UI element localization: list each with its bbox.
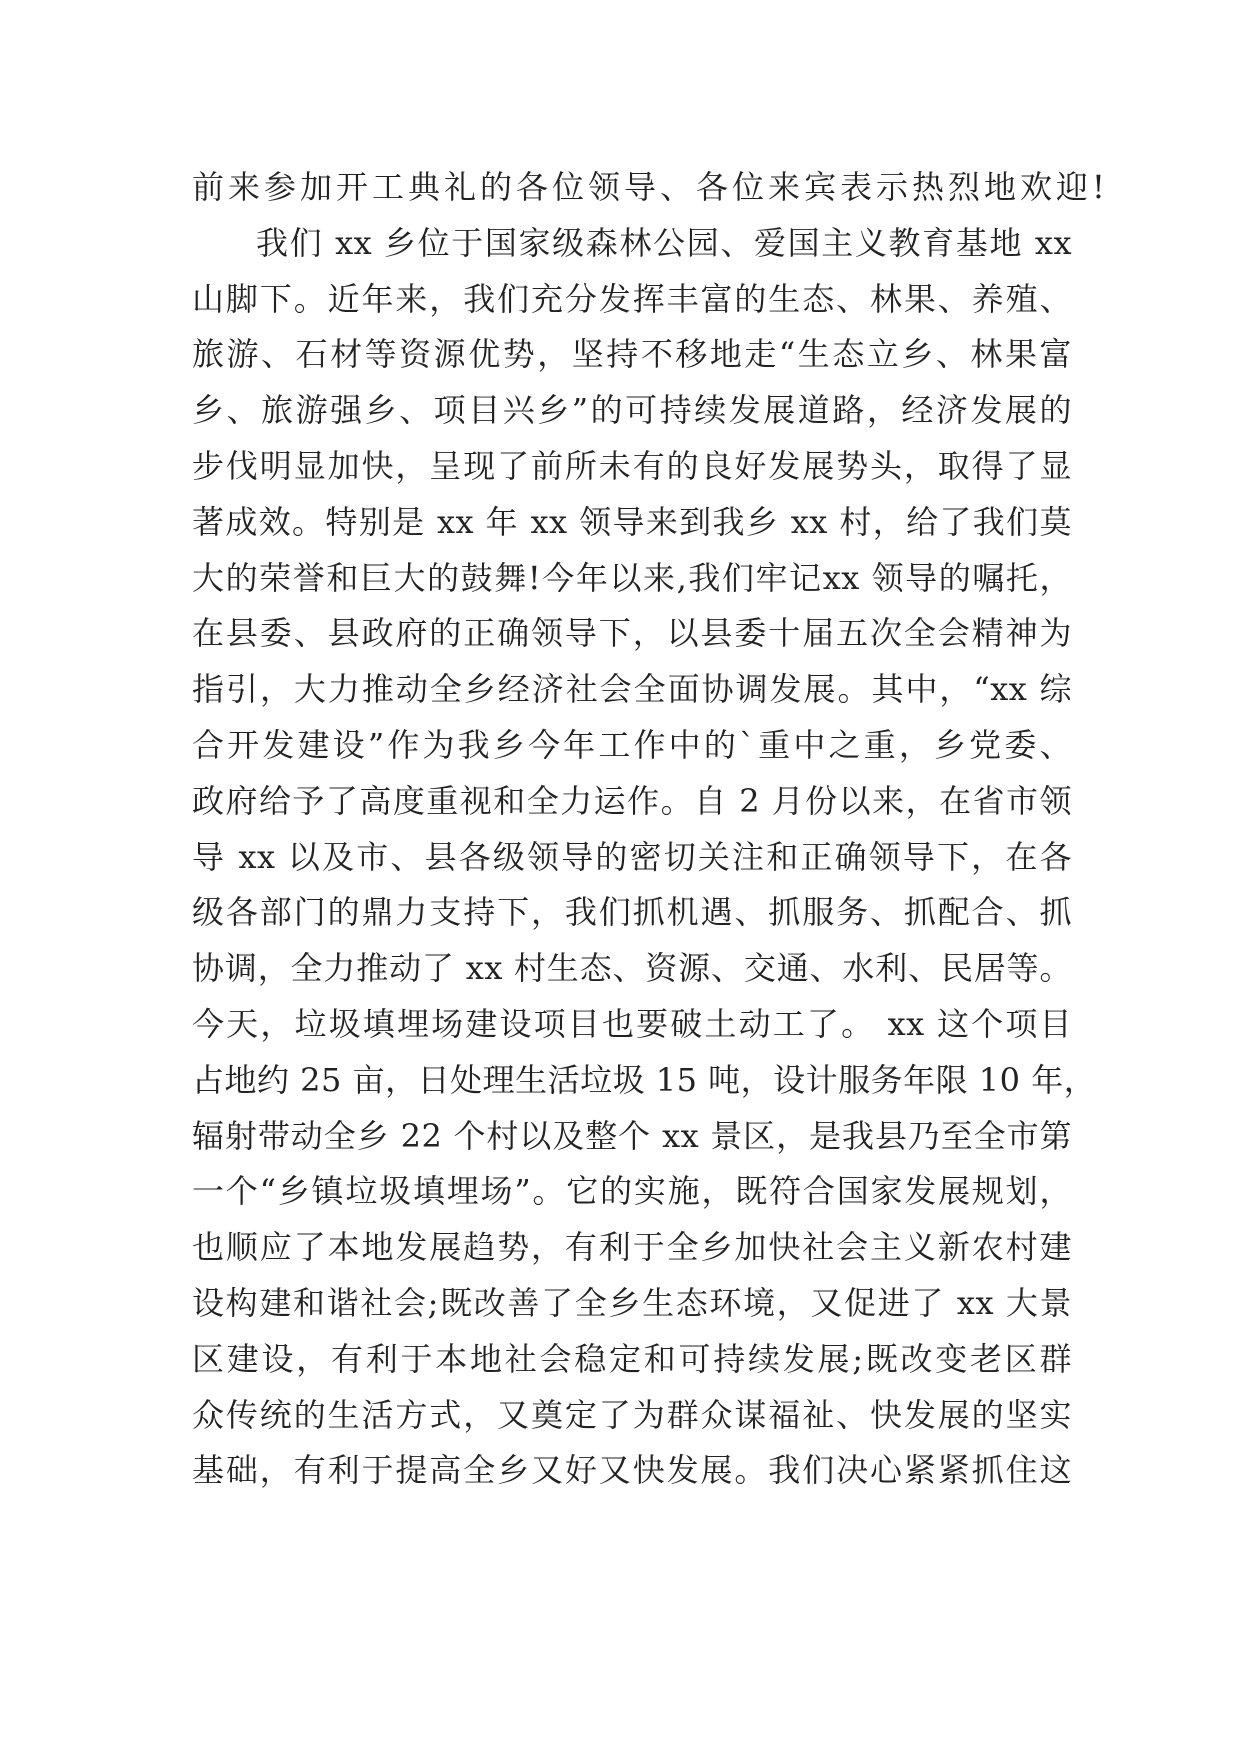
- text-line: 众传统的生活方式，又奠定了为群众谋福祉、快发展的坚实: [192, 1395, 1072, 1434]
- text-line: 一个“乡镇垃圾填埋场”。它的实施，既符合国家发展规划，: [192, 1172, 1072, 1211]
- text-line: 步伐明显加快，呈现了前所未有的良好发展势头，取得了显: [192, 446, 1072, 485]
- text-line: 乡、旅游强乡、项目兴乡”的可持续发展道路，经济发展的: [192, 391, 1072, 430]
- text-line: 合开发建设”作为我乡今年工作中的`重中之重，乡党委、: [192, 725, 1072, 764]
- text-line: 著成效。特别是 xx 年 xx 领导来到我乡 xx 村，给了我们莫: [192, 502, 1072, 541]
- text-line: 占地约 25 亩，日处理生活垃圾 15 吨，设计服务年限 10 年，: [192, 1060, 1097, 1099]
- text-line: 指引，大力推动全乡经济社会全面协调发展。其中，“xx 综: [192, 670, 1072, 709]
- text-line: 山脚下。近年来，我们充分发挥丰富的生态、林果、养殖、: [192, 279, 1072, 318]
- text-line: 在县委、县政府的正确领导下，以县委十届五次全会精神为: [192, 614, 1072, 653]
- text-line: 前来参加开工典礼的各位领导、各位来宾表示热烈地欢迎!: [192, 168, 1109, 206]
- text-line: 级各部门的鼎力支持下，我们抓机遇、抓服务、抓配合、抓: [192, 893, 1072, 932]
- text-line: 辐射带动全乡 22 个村以及整个 xx 景区，是我县乃至全市第: [192, 1116, 1072, 1155]
- text-line: 区建设，有利于本地社会稳定和可持续发展;既改变老区群: [192, 1339, 1072, 1378]
- text-line: 协调，全力推动了 xx 村生态、资源、交通、水利、民居等。: [192, 949, 1072, 988]
- text-line: 大的荣誉和巨大的鼓舞!今年以来,我们牢记xx 领导的嘱托，: [192, 558, 1072, 597]
- paragraph-first-line: 我们 xx 乡位于国家级森林公园、爱国主义教育基地 xx: [256, 223, 1072, 262]
- text-line: 也顺应了本地发展趋势，有利于全乡加快社会主义新农村建: [192, 1228, 1072, 1267]
- text-line: 旅游、石材等资源优势，坚持不移地走“生态立乡、林果富: [192, 335, 1072, 374]
- body-text: [192, 160, 1109, 1499]
- text-line: 政府给予了高度重视和全力运作。自 2 月份以来，在省市领: [192, 781, 1072, 820]
- text-line: 导 xx 以及市、县各级领导的密切关注和正确领导下，在各: [192, 837, 1072, 876]
- text-line: 基础，有利于提高全乡又好又快发展。我们决心紧紧抓住这: [192, 1451, 1072, 1490]
- text-line: 今天，垃圾填埋场建设项目也要破土动工了。 xx 这个项目: [192, 1004, 1072, 1043]
- text-line: 设构建和谐社会;既改善了全乡生态环境，又促进了 xx 大景: [192, 1283, 1072, 1322]
